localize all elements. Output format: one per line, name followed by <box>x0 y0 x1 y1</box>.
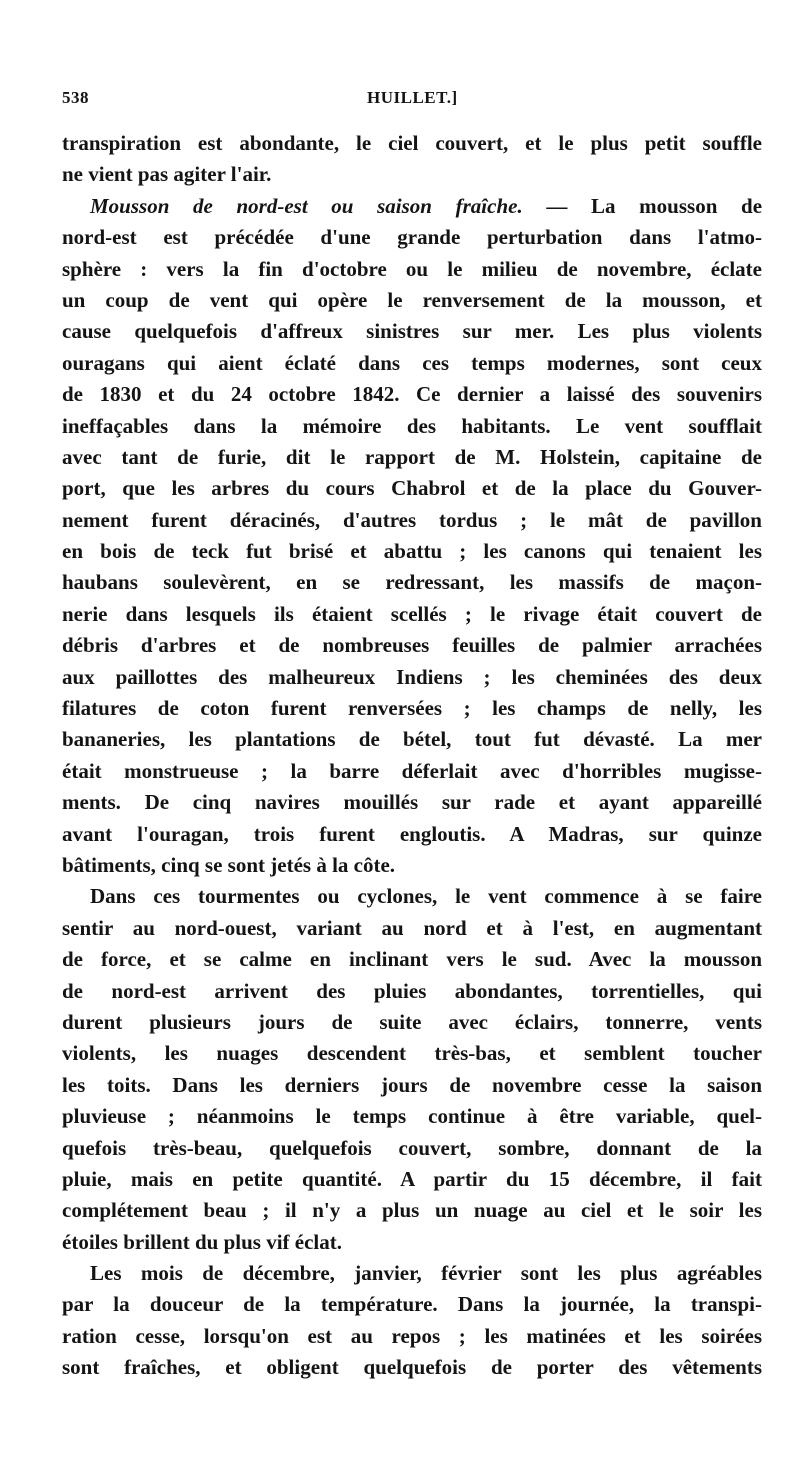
text-line: nerie dans lesquels ils étaient scellés ; le rivage était couvert de <box>62 601 762 626</box>
text-fragment: — La mousson de <box>546 193 763 218</box>
text-line: durent plusieurs jours de suite avec éclairs, tonnerre, vents <box>62 1009 762 1034</box>
text-line: transpiration est abondante, le ciel couvert, et le plus petit souffle <box>62 131 762 155</box>
text-line: nement furent déracinés, d'autres tordus ; le mât de pavillon <box>62 507 762 532</box>
text-line: par la douceur de la température. Dans la journée, la transpi- <box>62 1292 762 1317</box>
text-line: en bois de teck fut brisé et abattu ; les canons qui tenaient les <box>62 539 762 564</box>
text-line: ments. De cinq navires mouillés sur rade et ayant appareillé <box>62 790 762 815</box>
text-line: Dans ces tourmentes ou cyclones, le vent commence à se faire <box>90 884 762 909</box>
text-line: sphère : vers la fin d'octobre ou le milieu de novembre, éclate <box>62 256 762 281</box>
text-line: Les mois de décembre, janvier, février sont les plus agréables <box>90 1261 762 1286</box>
text-line: un coup de vent qui opère le renversement de la mousson, et <box>62 287 762 312</box>
text-line: de 1830 et du 24 octobre 1842. Ce dernier a laissé des souvenirs <box>62 382 762 407</box>
text-line: débris d'arbres et de nombreuses feuilles de palmier arrachées <box>62 633 762 658</box>
text-line: haubans soulevèrent, en se redressant, les massifs de maçon- <box>62 570 762 595</box>
section-heading: Mousson de nord-est ou saison fraîche. <box>90 193 523 218</box>
text-line: port, que les arbres du cours Chabrol et de la place du Gouver- <box>62 476 762 501</box>
text-line: nord-est est précédée d'une grande perturbation dans l'atmo- <box>62 225 762 250</box>
page-number: 538 <box>62 88 89 107</box>
text-line: pluie, mais en petite quantité. A partir du 15 décembre, il fait <box>62 1166 762 1191</box>
text-line: filatures de coton furent renversées ; les champs de nelly, les <box>62 696 762 721</box>
text-line: cause quelquefois d'affreux sinistres sur mer. Les plus violents <box>62 319 762 344</box>
text-line: ne vient pas agiter l'air. <box>62 162 272 187</box>
text-line: aux paillottes des malheureux Indiens ; les cheminées des deux <box>62 664 762 689</box>
text-line: pluvieuse ; néanmoins le temps continue à être variable, quel- <box>62 1104 762 1129</box>
text-line: avant l'ouragan, trois furent engloutis. A Madras, sur quinze <box>62 821 762 846</box>
text-line: les toits. Dans les derniers jours de novembre cesse la saison <box>62 1072 762 1097</box>
text-line: ouragans qui aient éclaté dans ces temps modernes, sont ceux <box>62 350 762 375</box>
text-line: bananeries, les plantations de bétel, tout fut dévasté. La mer <box>62 727 762 752</box>
running-head: HUILLET.] <box>367 88 458 107</box>
text-line: de nord-est arrivent des pluies abondantes, torrentielles, qui <box>62 978 762 1003</box>
text-line: sont fraîches, et obligent quelquefois de porter des vêtements <box>62 1355 762 1380</box>
section-heading-line <box>62 191 762 222</box>
text-line: ineffaçables dans la mémoire des habitants. Le vent soufflait <box>62 413 762 438</box>
text-line: avec tant de furie, dit le rapport de M. Holstein, capitaine de <box>62 444 762 469</box>
text-line: de force, et se calme en inclinant vers le sud. Avec la mousson <box>62 947 762 972</box>
text-line: bâtiments, cinq se sont jetés à la côte. <box>62 852 396 877</box>
text-line: complétement beau ; il n'y a plus un nuage au ciel et le soir les <box>62 1198 762 1223</box>
text-line: était monstrueuse ; la barre déferlait avec d'horribles mugisse- <box>62 758 762 783</box>
body-text <box>62 128 762 1384</box>
text-line: sentir au nord-ouest, variant au nord et à l'est, en augmentant <box>62 915 762 940</box>
text-line: violents, les nuages descendent très-bas, et semblent toucher <box>62 1041 762 1066</box>
text-line: étoiles brillent du plus vif éclat. <box>62 1229 342 1254</box>
text-line: quefois très-beau, quelquefois couvert, sombre, donnant de la <box>62 1135 762 1160</box>
text-line: ration cesse, lorsqu'on est au repos ; les matinées et les soirées <box>62 1323 762 1348</box>
page-header <box>62 88 762 112</box>
